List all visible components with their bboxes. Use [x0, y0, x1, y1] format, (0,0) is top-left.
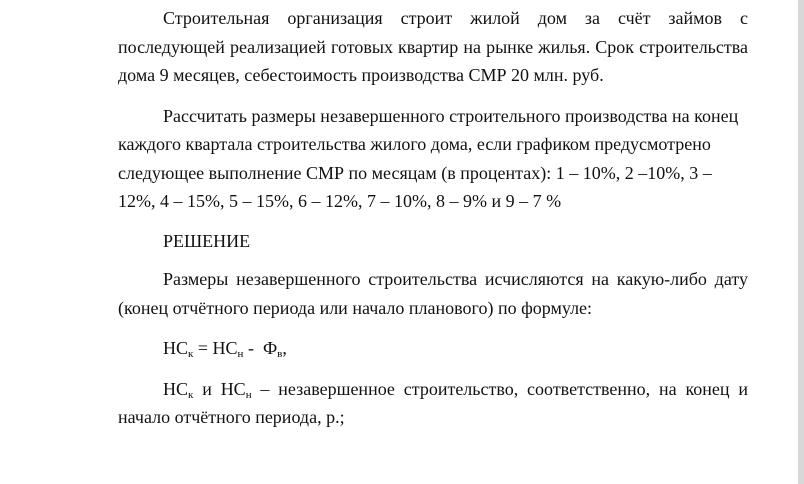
paragraph-method: Размеры незавершенного строительства исчисляются на какую-либо дату (конец отчётного периода или начало планового) по формуле:: [118, 269, 748, 318]
solution-heading: РЕШЕНИЕ: [163, 230, 251, 251]
formula-equals: =: [193, 338, 213, 358]
paragraph-task: Рассчитать размеры незавершенного строительного производства на конец каждого квартала строительства жилого дома, если графиком предусмотрено следующее выполнение СМР по месяцам (в процентах): 1 – 10%, 2 –10%, 3 – 12%, 4 – 15%, 5 – 15%, 6 – 12%, 7 – 10%, 8 – 9% и 9 – 7 %: [118, 105, 739, 211]
definition-term-a: НС: [163, 378, 189, 399]
definition-term-a-subscript: к: [188, 388, 194, 401]
formula-lhs-subscript: к: [188, 348, 194, 360]
formula-line: [118, 334, 748, 363]
definition-term-b-subscript: н: [245, 388, 252, 401]
formula-lhs: НС: [163, 338, 189, 358]
formula-tail: ,: [282, 338, 287, 358]
document-body: [118, 4, 748, 442]
paragraph-problem-statement: Строительная организация строит жилой дом за счёт займов с последующей реализацией готовых квартир на рынке жилья. Срок строительства дома 9 месяцев, себестоимость производства СМР 20 млн. руб.: [118, 8, 748, 85]
paragraph-definition: [118, 375, 748, 432]
definition-and: и: [193, 378, 221, 399]
formula-term-2-subscript: в: [277, 348, 283, 360]
definition-term-b: НС: [220, 378, 246, 399]
formula-minus: -: [243, 338, 263, 358]
formula-term-1-subscript: н: [237, 348, 244, 360]
definition-text: – незавершенное строительство, соответственно, на конец и начало отчётного периода, р.;: [118, 378, 748, 427]
formula-term-1: НС: [212, 338, 238, 358]
formula-term-2: Ф: [262, 338, 278, 358]
